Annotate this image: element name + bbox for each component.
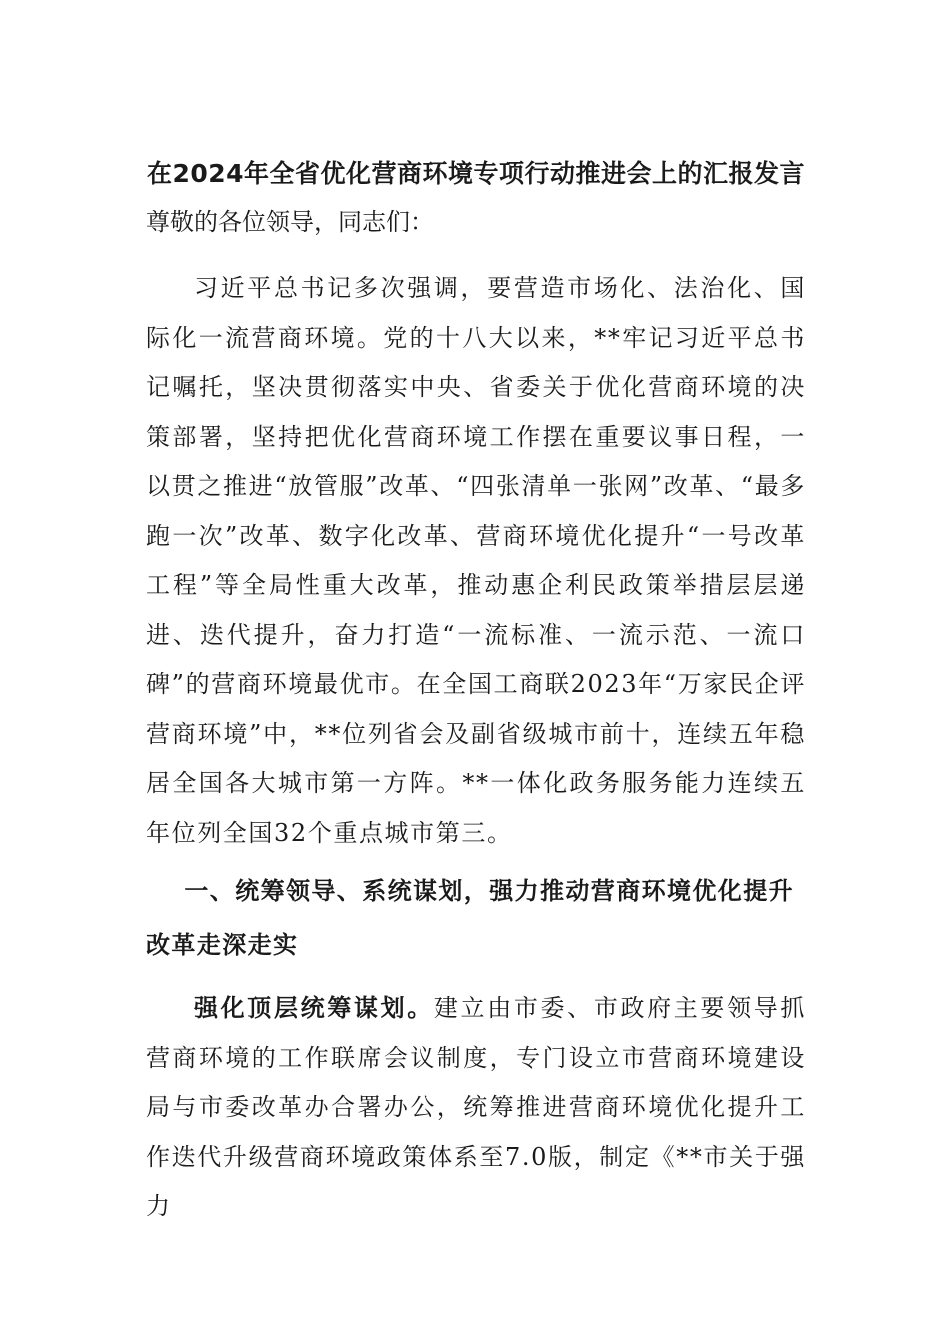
document-page xyxy=(146,152,806,1232)
paragraph-lead: 强化顶层统筹谋划。 xyxy=(194,994,434,1022)
paragraph-body: 建立由市委、市政府主要领导抓营商环境的工作联席会议制度，专门设立市营商环境建设局与市委改革办合署办公，统筹推进营商环境优化提升工作迭代升级营商环境政策体系至7.0版，制定《**市关于强力 xyxy=(146,994,806,1220)
section-heading: 一、统筹领导、系统谋划，强力推动营商环境优化提升改革走深走实 xyxy=(146,877,794,959)
section-paragraph xyxy=(146,984,806,1232)
salutation: 尊敬的各位领导，同志们： xyxy=(146,208,434,236)
intro-paragraph: 习近平总书记多次强调，要营造市场化、法治化、国际化一流营商环境。党的十八大以来，**牢记习近平总书记嘱托，坚决贯彻落实中央、省委关于优化营商环境的决策部署，坚持把优化营商环境工作摆在重要议事日程，一以贯之推进“放管服”改革、“四张清单一张网”改革、“最多跑一次”改革、数字化改革、营商环境优化提升“一号改革工程”等全局性重大改革，推动惠企利民政策举措层层递进、迭代提升，奋力打造“一流标准、一流示范、一流口碑”的营商环境最优市。在全国工商联2023年“万家民企评营商环境”中，**位列省会及副省级城市前十，连续五年稳居全国各大城市第一方阵。**一体化政务服务能力连续五年位列全国32个重点城市第三。 xyxy=(146,274,806,847)
document-title: 在2024年全省优化营商环境专项行动推进会上的汇报发言 xyxy=(146,159,806,188)
